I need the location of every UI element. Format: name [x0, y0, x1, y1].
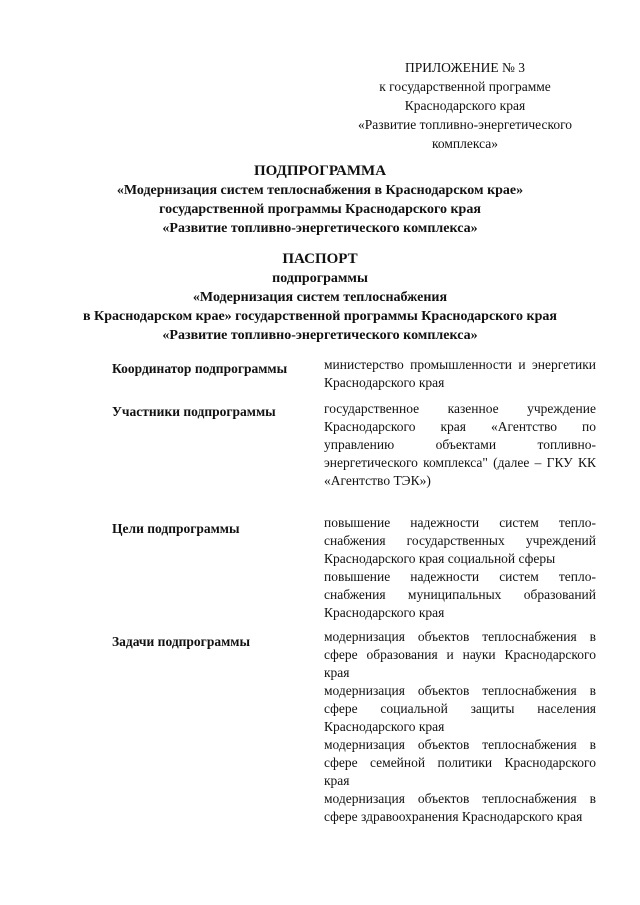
participants-value: [324, 400, 596, 490]
task-item: модернизация объектов теплоснабжения в сфере семейной политики Краснодарского края: [324, 737, 596, 788]
passport-line: в Краснодарском крае» государственной программы Краснодарского края: [83, 309, 557, 324]
subprogram-title: [0, 162, 640, 238]
appendix-header: [300, 58, 630, 153]
passport-heading: ПАСПОРТ: [282, 251, 358, 267]
coordinator-text: министерство промышленности и энергетики Краснодарского края: [324, 357, 596, 390]
goal-item: повышение надежности систем теплоснабжения муниципальных образований Краснодарского края: [324, 569, 596, 620]
task-item: модернизация объектов теплоснабжения в сфере здравоохранения Краснодарского края: [324, 791, 596, 824]
task-item: модернизация объектов теплоснабжения в сфере социальной защиты населения Краснодарского края: [324, 683, 596, 734]
appendix-line: «Развитие топливно-энергетического: [357, 117, 573, 132]
passport-line: подпрограммы: [272, 271, 368, 286]
passport-title: [0, 250, 640, 345]
goal-item: повышение надежности систем теплоснабжения государственных учреждений Краснодарского края социальной сферы: [324, 515, 596, 566]
subprogram-heading: ПОДПРОГРАММА: [253, 163, 387, 179]
passport-line: «Модернизация систем теплоснабжения: [192, 290, 448, 305]
passport-line: «Развитие топливно-энергетического комплекса»: [162, 328, 478, 343]
appendix-line: к государственной программе: [379, 79, 551, 94]
subprogram-program: государственной программы Краснодарского края: [159, 202, 481, 217]
participants-text: государственное казенное учреждение Краснодарского края «Агентство по управлению объектами топливно-энергетического комплекса" (далее – ГКУ КК «Агентство ТЭК»): [324, 401, 596, 488]
subprogram-program-name: «Развитие топливно-энергетического комплекса»: [162, 221, 478, 236]
appendix-line: Краснодарского края: [404, 98, 526, 113]
goals-value: [324, 514, 596, 622]
tasks-label: Задачи подпрограммы: [112, 634, 251, 649]
appendix-number: ПРИЛОЖЕНИЕ № 3: [404, 60, 526, 75]
tasks-value: [324, 628, 596, 826]
coordinator-label: Координатор подпрограммы: [112, 361, 288, 376]
goals-label: Цели подпрограммы: [112, 521, 240, 536]
subprogram-name: «Модернизация систем теплоснабжения в Краснодарском крае»: [116, 183, 524, 198]
coordinator-value: [324, 356, 596, 392]
participants-label: Участники подпрограммы: [112, 404, 276, 419]
appendix-line: комплекса»: [432, 136, 498, 151]
task-item: модернизация объектов теплоснабжения в сфере образования и науки Краснодарского края: [324, 629, 596, 680]
